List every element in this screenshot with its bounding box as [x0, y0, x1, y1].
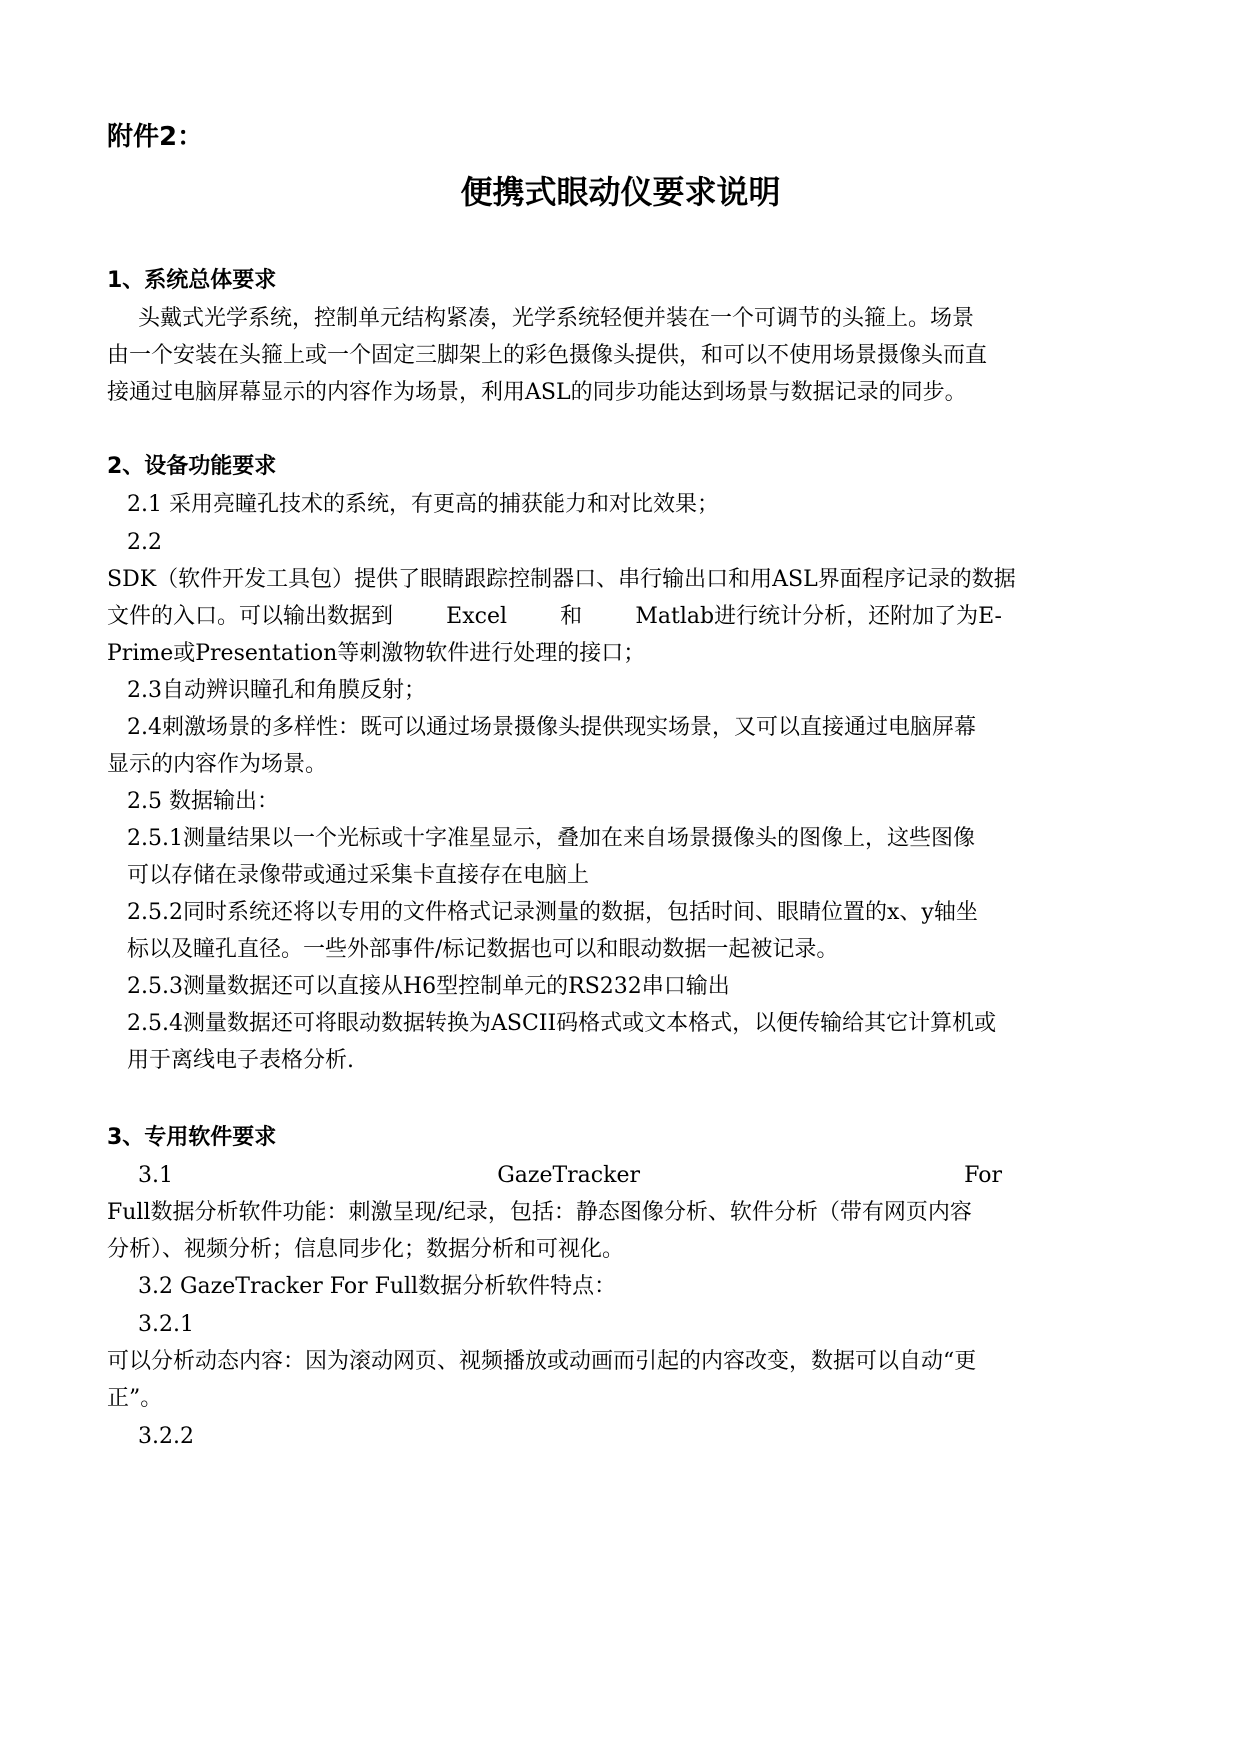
item-3-2-1-line: 正”。: [107, 1386, 163, 1411]
item-2-5-2-line: 2.5.2同时系统还将以专用的文件格式记录测量的数据，包括时间、眼睛位置的x、y轴坐: [127, 900, 978, 925]
section-2-heading: 2、设备功能要求: [107, 454, 277, 479]
section-1-heading: 1、系统总体要求: [107, 268, 277, 293]
item-2-5-3: 2.5.3测量数据还可以直接从H6型控制单元的RS232串口输出: [127, 974, 730, 999]
item-3-1-segment: GazeTracker: [497, 1163, 640, 1188]
item-3-1-justified-line: [138, 1161, 1002, 1191]
item-2-2-segment: Excel: [446, 604, 508, 629]
item-3-2-1-line: 可以分析动态内容：因为滚动网页、视频播放或动画而引起的内容改变，数据可以自动“更: [107, 1349, 977, 1374]
item-2-4-line: 2.4刺激场景的多样性：既可以通过场景摄像头提供现实场景，又可以直接通过电脑屏幕: [127, 715, 976, 740]
section-1-paragraph-line: 头戴式光学系统，控制单元结构紧凑，光学系统轻便并装在一个可调节的头箍上。场景: [138, 306, 975, 331]
item-3-1-segment: 3.1: [138, 1163, 173, 1188]
item-2-3: 2.3自动辨识瞳孔和角膜反射；: [127, 678, 426, 703]
item-2-2-line: SDK（软件开发工具包）提供了眼睛跟踪控制器口、串行输出口和用ASL界面程序记录的数据: [107, 567, 1016, 592]
item-2-2-segment: Matlab进行统计分析，还附加了为E-: [635, 604, 1002, 629]
item-2-4-line: 显示的内容作为场景。: [107, 752, 328, 777]
item-3-2-1-number: 3.2.1: [138, 1312, 194, 1337]
item-3-2: 3.2 GazeTracker For Full数据分析软件特点：: [138, 1274, 617, 1299]
item-2-5-1-line: 可以存储在录像带或通过采集卡直接存在电脑上: [127, 863, 590, 888]
item-2-2-justified-line: [107, 602, 1002, 632]
item-3-2-2-number: 3.2.2: [138, 1424, 194, 1449]
section-3-heading: 3、专用软件要求: [107, 1125, 277, 1150]
item-2-1: 2.1 采用亮瞳孔技术的系统，有更高的捕获能力和对比效果；: [127, 492, 719, 517]
section-1-paragraph-line: 由一个安装在头箍上或一个固定三脚架上的彩色摄像头提供，和可以不使用场景摄像头而直: [107, 343, 988, 368]
item-3-1-segment: For: [964, 1163, 1002, 1188]
item-2-2-segment: 和: [560, 604, 583, 629]
item-2-2-number: 2.2: [127, 530, 162, 555]
item-2-5-4-line: 用于离线电子表格分析.: [127, 1048, 354, 1073]
item-2-5: 2.5 数据输出：: [127, 789, 279, 814]
item-2-5-1-line: 2.5.1测量结果以一个光标或十字准星显示，叠加在来自场景摄像头的图像上，这些图像: [127, 826, 975, 851]
section-1-paragraph-line: 接通过电脑屏幕显示的内容作为场景，利用ASL的同步功能达到场景与数据记录的同步。: [107, 380, 967, 405]
item-2-5-4-line: 2.5.4测量数据还可将眼动数据转换为ASCII码格式或文本格式，以便传输给其它计算机或: [127, 1011, 997, 1036]
item-2-2-line: Prime或Presentation等刺激物软件进行处理的接口；: [107, 641, 646, 666]
item-3-1-line: Full数据分析软件功能：刺激呈现/纪录，包括：静态图像分析、软件分析（带有网页内容: [107, 1200, 972, 1225]
document-title: 便携式眼动仪要求说明: [460, 173, 781, 211]
attachment-label: 附件2：: [107, 122, 204, 152]
item-2-5-2-line: 标以及瞳孔直径。一些外部事件/标记数据也可以和眼动数据一起被记录。: [127, 937, 839, 962]
item-2-2-segment: 文件的入口。可以输出数据到: [107, 604, 394, 629]
item-3-1-line: 分析）、视频分析；信息同步化；数据分析和可视化。: [107, 1237, 625, 1262]
